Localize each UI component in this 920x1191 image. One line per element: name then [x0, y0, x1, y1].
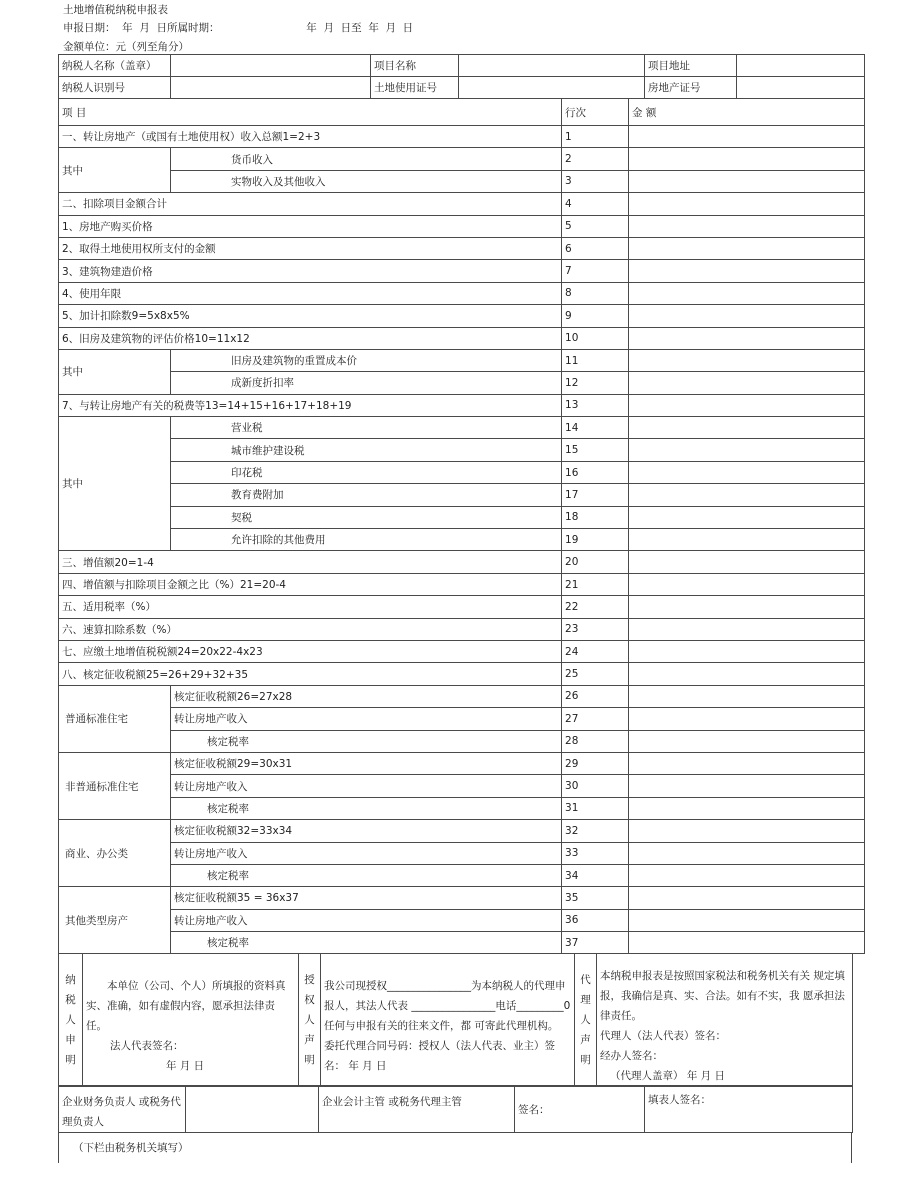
item-label-10: 6、旧房及建筑物的评估价格10=11x12: [59, 327, 562, 349]
item-label-17: 教育费附加: [171, 484, 562, 506]
row-number: 24: [562, 640, 629, 662]
row-number: 17: [562, 484, 629, 506]
taxpayer-id-label: 纳税人识别号: [59, 77, 171, 99]
amount-field-32[interactable]: [629, 820, 865, 842]
project-address-field[interactable]: [737, 55, 865, 77]
group-label-non-ordinary-housing: 非普通标准住宅: [59, 752, 171, 819]
row-number: 16: [562, 461, 629, 483]
row-number: 34: [562, 864, 629, 886]
agent-declaration-cell: [597, 954, 853, 1087]
sign-label: 签名：: [515, 1086, 645, 1133]
amount-field-21[interactable]: [629, 573, 865, 595]
amount-field-17[interactable]: [629, 484, 865, 506]
item-label-4: 二、扣除项目金额合计: [59, 193, 562, 215]
item-label-2: 货币收入: [171, 148, 562, 170]
item-label-23: 六、速算扣除系数（%）: [59, 618, 562, 640]
amount-field-20[interactable]: [629, 551, 865, 573]
amount-field-37[interactable]: [629, 932, 865, 954]
item-label-16: 印花税: [171, 461, 562, 483]
row-number: 25: [562, 663, 629, 685]
item-label-11: 旧房及建筑物的重置成本价: [171, 349, 562, 371]
amount-field-19[interactable]: [629, 529, 865, 551]
amount-field-34[interactable]: [629, 864, 865, 886]
item-label-21: 四、增值额与扣除项目金额之比（%）21=20-4: [59, 573, 562, 595]
row-number: 35: [562, 887, 629, 909]
item-label-22: 五、适用税率（%）: [59, 596, 562, 618]
amount-field-29[interactable]: [629, 752, 865, 774]
item-label-9: 5、加计扣除数9=5x8x5%: [59, 305, 562, 327]
amount-field-12[interactable]: [629, 372, 865, 394]
agent-seal-date: （代理人盖章） 年 月 日: [610, 1070, 726, 1082]
amount-field-22[interactable]: [629, 596, 865, 618]
row-number: 33: [562, 842, 629, 864]
amount-field-4[interactable]: [629, 193, 865, 215]
column-header-item: 项 目: [59, 99, 562, 126]
authorization-declaration-text: 我公司现授权________________为本纳税人的代理申报人，其法人代表 ________________电话_________0任何与申报有关的往来文件，都 可寄此代理机构。 委托代理合同号码：授权人（法人代表、业主）签名： 年 月 日: [324, 980, 571, 1072]
signatures-table: [58, 1085, 853, 1133]
group-label-qizhong: 其中: [59, 417, 171, 551]
amount-field-33[interactable]: [629, 842, 865, 864]
row-number: 4: [562, 193, 629, 215]
amount-field-8[interactable]: [629, 282, 865, 304]
item-label-15: 城市维护建设税: [171, 439, 562, 461]
project-address-label: 项目地址: [645, 55, 737, 77]
amount-field-2[interactable]: [629, 148, 865, 170]
item-label-3: 实物收入及其他收入: [171, 170, 562, 192]
row-number: 31: [562, 797, 629, 819]
row-number: 29: [562, 752, 629, 774]
row-number: 20: [562, 551, 629, 573]
item-label-6: 2、取得土地使用权所支付的金额: [59, 237, 562, 259]
project-name-field[interactable]: [459, 55, 645, 77]
amount-field-14[interactable]: [629, 417, 865, 439]
item-label-13: 7、与转让房地产有关的税费等13=14+15+16+17+18+19: [59, 394, 562, 416]
column-header-row-no: 行次: [562, 99, 629, 126]
row-number: 11: [562, 349, 629, 371]
authorization-declaration-label: 授权人声明: [299, 954, 321, 1087]
row-number: 10: [562, 327, 629, 349]
property-cert-field[interactable]: [737, 77, 865, 99]
amount-field-18[interactable]: [629, 506, 865, 528]
group-label-commercial-office: 商业、办公类: [59, 820, 171, 887]
taxpayer-declaration-date: 年 月 日: [166, 1060, 205, 1072]
handler-signature-label: 经办人签名：: [600, 1050, 663, 1062]
item-label-8: 4、使用年限: [59, 282, 562, 304]
row-number: 3: [562, 170, 629, 192]
row-number: 32: [562, 820, 629, 842]
tax-authority-note: （下栏由税务机关填写）: [59, 1133, 852, 1163]
row-number: 30: [562, 775, 629, 797]
taxpayer-name-label: 纳税人名称（盖章）: [59, 55, 171, 77]
item-label-20: 三、增值额20=1-4: [59, 551, 562, 573]
row-number: 19: [562, 529, 629, 551]
amount-field-23[interactable]: [629, 618, 865, 640]
amount-field-30[interactable]: [629, 775, 865, 797]
taxpayer-declaration-cell: [83, 954, 299, 1087]
land-cert-field[interactable]: [459, 77, 645, 99]
row-number: 7: [562, 260, 629, 282]
item-label-14: 营业税: [171, 417, 562, 439]
row-number: 9: [562, 305, 629, 327]
declaration-date-line: 申报日期： 年 月 日所属时期： 年 月 日至 年 月 日: [63, 22, 414, 34]
column-header-amount: 金 额: [629, 99, 865, 126]
item-label-37: 核定税率: [171, 932, 562, 954]
amount-field-27[interactable]: [629, 708, 865, 730]
finance-head-signature-field[interactable]: [186, 1086, 319, 1133]
row-number: 27: [562, 708, 629, 730]
row-number: 6: [562, 237, 629, 259]
group-label-qizhong: 其中: [59, 148, 171, 193]
row-number: 26: [562, 685, 629, 707]
amount-field-7[interactable]: [629, 260, 865, 282]
item-label-31: 核定税率: [171, 797, 562, 819]
row-number: 28: [562, 730, 629, 752]
taxpayer-info-table: [58, 54, 865, 99]
amount-field-26[interactable]: [629, 685, 865, 707]
project-name-label: 项目名称: [371, 55, 459, 77]
row-number: 15: [562, 439, 629, 461]
tax-authority-section: [58, 1132, 852, 1163]
amount-field-25[interactable]: [629, 663, 865, 685]
row-number: 22: [562, 596, 629, 618]
taxpayer-name-field[interactable]: [171, 55, 371, 77]
item-label-26: 核定征收税额26=27x28: [171, 685, 562, 707]
row-number: 37: [562, 932, 629, 954]
amount-field-5[interactable]: [629, 215, 865, 237]
row-number: 14: [562, 417, 629, 439]
taxpayer-id-field[interactable]: [171, 77, 371, 99]
legal-rep-signature-label: 法人代表签名：: [110, 1040, 184, 1052]
group-label-qizhong: 其中: [59, 349, 171, 394]
amount-field-6[interactable]: [629, 237, 865, 259]
item-label-28: 核定税率: [171, 730, 562, 752]
taxpayer-declaration-text: 本单位（公司、个人）所填报的资料真实、准确，如有虚假内容，愿承担法律责任。: [86, 980, 286, 1032]
item-label-34: 核定税率: [171, 864, 562, 886]
accounting-head-label: 企业会计主管 或税务代理主管: [319, 1086, 515, 1133]
item-label-12: 成新度折扣率: [171, 372, 562, 394]
filler-signature-label: 填表人签名：: [645, 1086, 853, 1133]
row-number: 8: [562, 282, 629, 304]
group-label-other-property: 其他类型房产: [59, 887, 171, 954]
row-number: 23: [562, 618, 629, 640]
row-number: 1: [562, 126, 629, 148]
amount-field-15[interactable]: [629, 439, 865, 461]
row-number: 13: [562, 394, 629, 416]
item-label-35: 核定征收税额35 = 36x37: [171, 887, 562, 909]
agent-legal-rep-signature-label: 代理人（法人代表）签名：: [600, 1030, 726, 1042]
item-label-25: 八、核定征收税额25=26+29+32+35: [59, 663, 562, 685]
row-number: 18: [562, 506, 629, 528]
item-label-18: 契税: [171, 506, 562, 528]
item-label-7: 3、建筑物建造价格: [59, 260, 562, 282]
group-label-ordinary-housing: 普通标准住宅: [59, 685, 171, 752]
item-label-5: 1、房地产购买价格: [59, 215, 562, 237]
property-cert-label: 房地产证号: [645, 77, 737, 99]
land-cert-label: 土地使用证号: [371, 77, 459, 99]
row-number: 12: [562, 372, 629, 394]
amount-field-24[interactable]: [629, 640, 865, 662]
row-number: 36: [562, 909, 629, 931]
currency-unit-line: 金额单位：元（列至角分）: [63, 41, 189, 53]
row-number: 21: [562, 573, 629, 595]
item-label-32: 核定征收税额32=33x34: [171, 820, 562, 842]
amount-field-35[interactable]: [629, 887, 865, 909]
item-label-30: 转让房地产收入: [171, 775, 562, 797]
amount-field-3[interactable]: [629, 170, 865, 192]
tax-items-table: [58, 98, 865, 954]
item-label-27: 转让房地产收入: [171, 708, 562, 730]
item-label-1: 一、转让房地产（或国有土地使用权）收入总额1=2+3: [59, 126, 562, 148]
row-number: 2: [562, 148, 629, 170]
form-title: 土地增值税纳税申报表: [63, 4, 168, 16]
row-number: 5: [562, 215, 629, 237]
amount-field-16[interactable]: [629, 461, 865, 483]
item-label-29: 核定征收税额29=30x31: [171, 752, 562, 774]
taxpayer-declaration-label: 纳税人申明: [59, 954, 83, 1087]
amount-field-9[interactable]: [629, 305, 865, 327]
amount-field-36[interactable]: [629, 909, 865, 931]
amount-field-11[interactable]: [629, 349, 865, 371]
declaration-table: [58, 953, 853, 1087]
agent-declaration-label: 代理人声明: [575, 954, 597, 1087]
item-label-24: 七、应缴土地增值税税额24=20x22-4x23: [59, 640, 562, 662]
authorization-declaration-cell: [321, 954, 575, 1087]
item-label-36: 转让房地产收入: [171, 909, 562, 931]
finance-head-label: 企业财务负责人 或税务代理负责人: [59, 1086, 186, 1133]
amount-field-28[interactable]: [629, 730, 865, 752]
amount-field-1[interactable]: [629, 126, 865, 148]
amount-field-13[interactable]: [629, 394, 865, 416]
item-label-33: 转让房地产收入: [171, 842, 562, 864]
amount-field-10[interactable]: [629, 327, 865, 349]
agent-declaration-text: 本纳税申报表是按照国家税法和税务机关有关 规定填报，我确信是真、实、合法。如有不实，我 愿承担法律责任。: [600, 970, 845, 1022]
amount-field-31[interactable]: [629, 797, 865, 819]
item-label-19: 允许扣除的其他费用: [171, 529, 562, 551]
